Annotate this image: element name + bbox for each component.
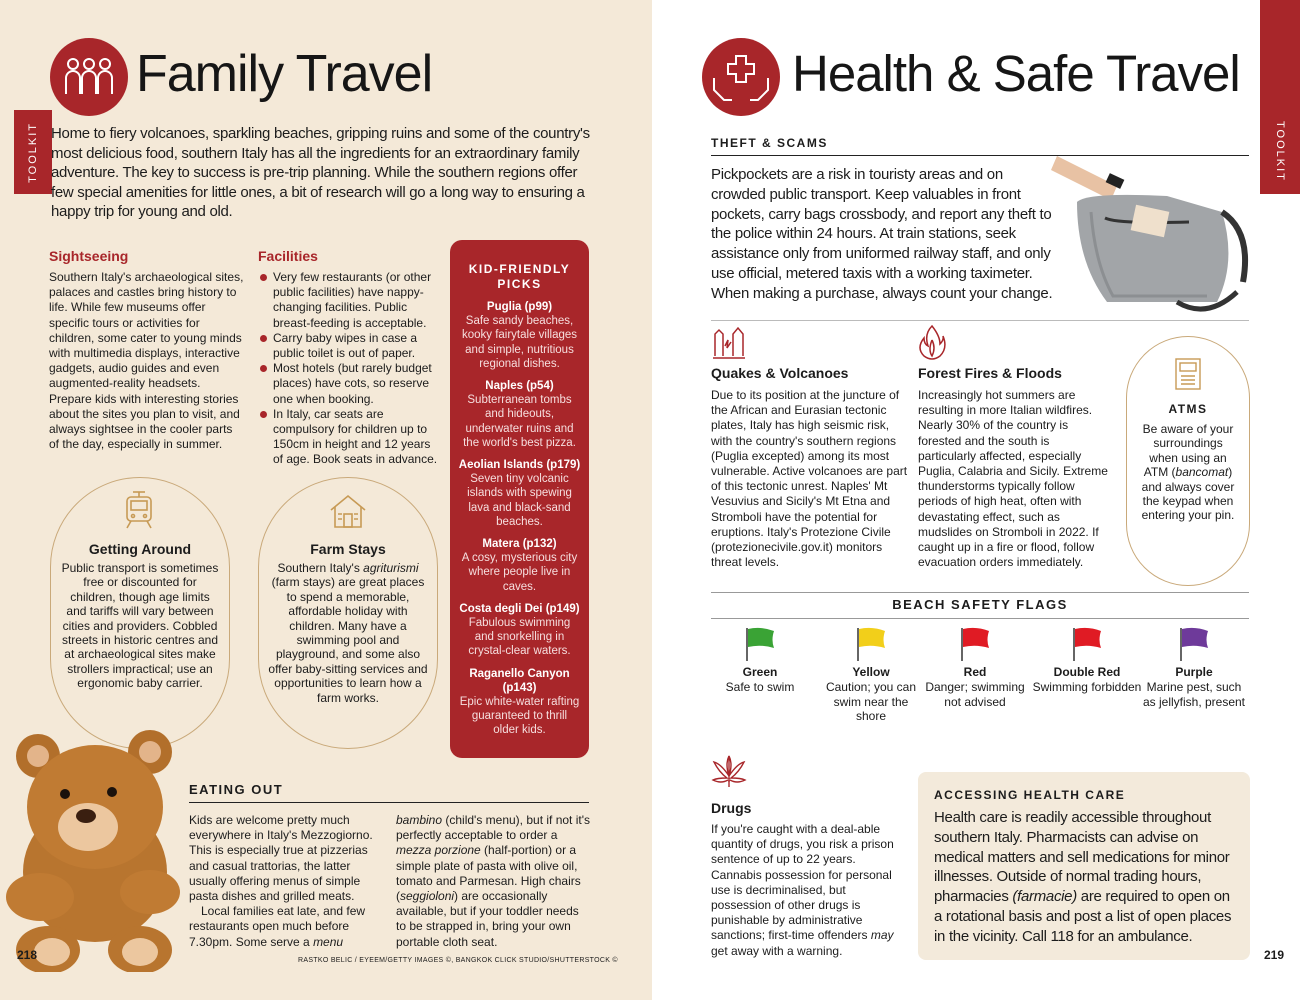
farm-stays-text-em: agriturismi bbox=[363, 561, 419, 575]
eating-out-text-em: menu bbox=[313, 934, 344, 949]
facilities-item: Most hotels (but rarely budget places) have cots, so reserve one when booking. bbox=[258, 361, 438, 407]
health-care-text-a: Health care is readily accessible throughout southern Italy. Pharmacists can advise on medical matters and sell medications for minor illnesses. Outside of normal trading hours, pharmacies bbox=[934, 809, 1230, 906]
kid-pick bbox=[458, 537, 581, 594]
toolkit-tab-left bbox=[14, 110, 52, 194]
kid-pick-text: Epic white-water rafting guaranteed to thrill older kids. bbox=[459, 696, 580, 737]
flag-name: Purple bbox=[1175, 665, 1213, 679]
eating-out-text-em: mezza porzione bbox=[396, 843, 481, 858]
eating-out-text: (child's menu), but if not it's perfectly acceptable to order a bbox=[396, 813, 591, 843]
divider bbox=[711, 592, 1249, 593]
atms-heading: ATMS bbox=[1168, 402, 1208, 416]
kid-pick-name: Naples (p54) bbox=[485, 380, 554, 393]
kid-pick-name: Matera (p132) bbox=[482, 538, 557, 551]
flag-name: Yellow bbox=[852, 665, 890, 679]
atms-text bbox=[1138, 422, 1238, 523]
health-care-text bbox=[934, 808, 1239, 947]
flag-icon bbox=[1070, 626, 1104, 662]
kid-pick bbox=[458, 300, 581, 371]
getting-around-text: Public transport is sometimes free or discounted for children, though age limits and tariffs will vary between cities and providers. Cobbled streets in historic centres and at archaeological sites make strollers impractical; use an ergonomic baby carrier. bbox=[61, 561, 219, 691]
drugs-text bbox=[711, 822, 903, 959]
drugs-text-a: If you're caught with a deal-able quantity of drugs, you risk a prison sentence of up to 22 years. Cannabis possession for personal use is decriminalised, but possession of other drugs is punishable by administrative sanctions; first-time offenders bbox=[711, 822, 894, 943]
facilities-list bbox=[258, 270, 438, 468]
eating-out-col2 bbox=[396, 813, 592, 950]
atms-text-em: bancomat bbox=[1175, 465, 1229, 480]
drugs-heading: Drugs bbox=[711, 800, 752, 816]
farm-stays-heading: Farm Stays bbox=[310, 541, 386, 557]
atms-text-b: ) and always cover the keypad when entering your pin. bbox=[1141, 465, 1235, 523]
drugs-text-em: may bbox=[870, 928, 894, 943]
beach-flag-yellow bbox=[816, 626, 926, 724]
kid-pick-text: Seven tiny volcanic islands with spewing lava and black-sand beaches. bbox=[467, 473, 572, 528]
tram-icon bbox=[121, 490, 157, 535]
getting-around-heading: Getting Around bbox=[88, 541, 192, 557]
page-title: Health & Safe Travel bbox=[792, 45, 1240, 102]
kid-pick-text: Safe sandy beaches, kooky fairytale villages and simple, nutritious regional dishes. bbox=[461, 315, 578, 370]
farmhouse-icon bbox=[328, 492, 368, 535]
quakes-heading: Quakes & Volcanoes bbox=[711, 365, 849, 381]
farm-stays-text-b: (farm stays) are great places to spend a memorable, affordable holiday with children. Many have a swimming pool and playground, and some also offer baby-sitting services and opportunities to learn how a farm works. bbox=[268, 575, 428, 705]
kid-pick bbox=[458, 602, 581, 659]
flag-icon bbox=[854, 626, 888, 662]
toolkit-tab-label: TOOLKIT bbox=[27, 121, 39, 183]
intro-paragraph: Home to fiery volcanoes, sparkling beaches, gripping ruins and some of the country's most delicious food, southern Italy has all the ingredients for an extraordinary family adventure. The key to success is pre-trip planning. While the southern regions offer few special amenities for little ones, a bit of research will go a long way to ensuring a happy trip for young and old. bbox=[51, 125, 590, 221]
right-page bbox=[652, 0, 1300, 1000]
kid-friendly-box bbox=[450, 240, 589, 758]
drugs-text-b: get away with a warning. bbox=[711, 943, 843, 958]
kid-pick bbox=[458, 458, 581, 529]
facilities-item: Very few restaurants (or other public facilities) have nappy-changing facilities. Public breast-feeding is acceptable. bbox=[258, 270, 438, 331]
flag-desc: Swimming forbidden bbox=[1032, 680, 1142, 694]
page-number: 218 bbox=[17, 948, 38, 962]
eating-out-text: ) are occasionally available, but if your toddler needs to be strapped in, bring your own portable cloth seat. bbox=[396, 889, 579, 949]
farm-stays-text-a: Southern Italy's bbox=[277, 561, 364, 575]
medical-hands-icon bbox=[702, 38, 780, 116]
quakes-text: Due to its position at the juncture of the African and Eurasian tectonic plates, Italy has high seismic risk, with the country's southern regions (Puglia excepted) among its most vulnerable. Active volcanoes are part of this tectonic unrest. Naples' Mt Vesuvius and Sicily's Mt Etna and Stromboli have the potential for eruptions. Italy's Protezione Civile (protezionecivile.gov.it) monitors threat levels. bbox=[711, 388, 908, 570]
eating-out-text-em: bambino bbox=[396, 813, 443, 827]
flag-desc: Danger; swimming not advised bbox=[925, 680, 1025, 709]
eating-out-col1 bbox=[189, 813, 385, 950]
theft-text: Pickpockets are a risk in touristy areas and on crowded public transport. Keep valuables in front pockets, carry bags crossbody, and report any theft to the police within 24 hours. At train stations, seek assistance only from uniformed railway staff, and only use official, metered taxis with a working taximeter. When making a purchase, always count your change. bbox=[711, 166, 1053, 302]
flag-desc: Marine pest, such as jellyfish, present bbox=[1142, 680, 1246, 709]
kid-pick bbox=[458, 667, 581, 738]
kid-pick-name: Costa degli Dei (p149) bbox=[459, 602, 580, 615]
sightseeing-text: Southern Italy's archaeological sites, palaces and castles bring history to life. While few museums offer specific tours or activities for children, some cater to young minds with multimedia displays, interactive gadgets, audio guides and even augmented-reality headsets. Prepare kids with interesting stories about the sites you plan to visit, and always sightsee in the cooler parts of the day, especially in summer. bbox=[49, 270, 244, 452]
facilities-item: In Italy, car seats are compulsory for children up to 150cm in height and 12 years of age. Book seats in advance. bbox=[258, 407, 438, 468]
earthquake-icon bbox=[711, 326, 747, 365]
fires-heading: Forest Fires & Floods bbox=[918, 365, 1062, 381]
flag-name: Double Red bbox=[1053, 665, 1121, 679]
atm-icon bbox=[1173, 357, 1203, 396]
toolkit-tab-label: TOOLKIT bbox=[1274, 121, 1286, 182]
eating-out-text: (half-portion) or a simple plate of pasta with olive oil, tomato and Parmesan. High chairs ( bbox=[396, 843, 581, 904]
fires-text: Increasingly hot summers are resulting in more Italian wildfires. Nearly 30% of the country is forested and the south is particularly affected, especially Puglia, Calabria and Sicily. Extreme thunderstorms typically follow periods of high heat, often with devastating effect, such as mudslides on Stromboli in 2022. If caught up in a fire or flood, follow evacuation orders immediately. bbox=[918, 388, 1108, 570]
fire-icon bbox=[918, 324, 946, 365]
atms-text-a: Be aware of your surroundings when using an ATM ( bbox=[1142, 422, 1234, 480]
beach-flag-double-red bbox=[1032, 626, 1142, 695]
divider bbox=[711, 320, 1249, 321]
toolkit-tab-right bbox=[1260, 0, 1300, 194]
flag-desc: Safe to swim bbox=[725, 680, 795, 694]
flag-icon bbox=[743, 626, 777, 662]
bag-photo bbox=[1047, 152, 1257, 329]
kid-pick-text: A cosy, mysterious city where people live in caves. bbox=[461, 552, 578, 593]
kid-pick-text: Subterranean tombs and hideouts, underwater ruins and the world's best pizza. bbox=[463, 394, 576, 449]
health-care-text-b: are required to open on a rotational basis and post a list of open places in the vicinity. Call 118 for an ambulance. bbox=[934, 888, 1232, 945]
eating-out-heading: EATING OUT bbox=[189, 782, 284, 797]
kid-pick-name: Aeolian Islands (p179) bbox=[458, 459, 581, 472]
flag-desc: Caution; you can swim near the shore bbox=[825, 680, 917, 723]
kid-pick-text: Fabulous swimming and snorkelling in crystal-clear waters. bbox=[468, 617, 571, 658]
page-title: Family Travel bbox=[136, 45, 433, 103]
kid-pick-name: Puglia (p99) bbox=[486, 301, 553, 313]
beach-flags-heading: BEACH SAFETY FLAGS bbox=[892, 597, 1068, 612]
health-care-text-em: (farmacie) bbox=[1012, 888, 1077, 906]
page-number: 219 bbox=[1264, 948, 1285, 962]
flag-icon bbox=[1177, 626, 1211, 662]
divider bbox=[711, 618, 1249, 619]
eating-out-text-em: seggioloni bbox=[400, 889, 455, 904]
theft-heading: THEFT & SCAMS bbox=[711, 136, 828, 150]
photo-credit: RASTKO BELIC / EYEEM/GETTY IMAGES ©, BANGKOK CLICK STUDIO/SHUTTERSTOCK © bbox=[298, 957, 618, 964]
kid-pick-name: Raganello Canyon (p143) bbox=[469, 667, 570, 694]
eating-out-text: Kids are welcome pretty much everywhere in Italy's Mezzogiorno. This is especially true at pizzerias and casual trattorias, the latter usually offering menus of simple pasta dishes and grilled meats. bbox=[189, 813, 373, 904]
family-icon bbox=[50, 38, 128, 116]
beach-flag-red bbox=[920, 626, 1030, 709]
kid-friendly-heading: KID-FRIENDLY PICKS bbox=[468, 262, 571, 291]
flag-icon bbox=[958, 626, 992, 662]
facilities-heading: Facilities bbox=[258, 248, 318, 264]
facilities-item: Carry baby wipes in case a public toilet is out of paper. bbox=[258, 331, 438, 361]
kid-pick bbox=[458, 379, 581, 450]
farm-stays-text bbox=[268, 561, 428, 705]
sightseeing-heading: Sightseeing bbox=[49, 248, 129, 264]
beach-flag-purple bbox=[1139, 626, 1249, 709]
divider bbox=[189, 802, 589, 803]
health-care-heading: ACCESSING HEALTH CARE bbox=[934, 788, 1126, 802]
cannabis-leaf-icon bbox=[711, 752, 747, 793]
teddy-bear-photo bbox=[0, 722, 190, 977]
flag-name: Red bbox=[963, 665, 987, 679]
beach-flag-green bbox=[705, 626, 815, 695]
flag-name: Green bbox=[742, 665, 778, 679]
eating-out-text: Local families eat late, and few restaurants open much before 7.30pm. Some serve a bbox=[189, 904, 366, 949]
